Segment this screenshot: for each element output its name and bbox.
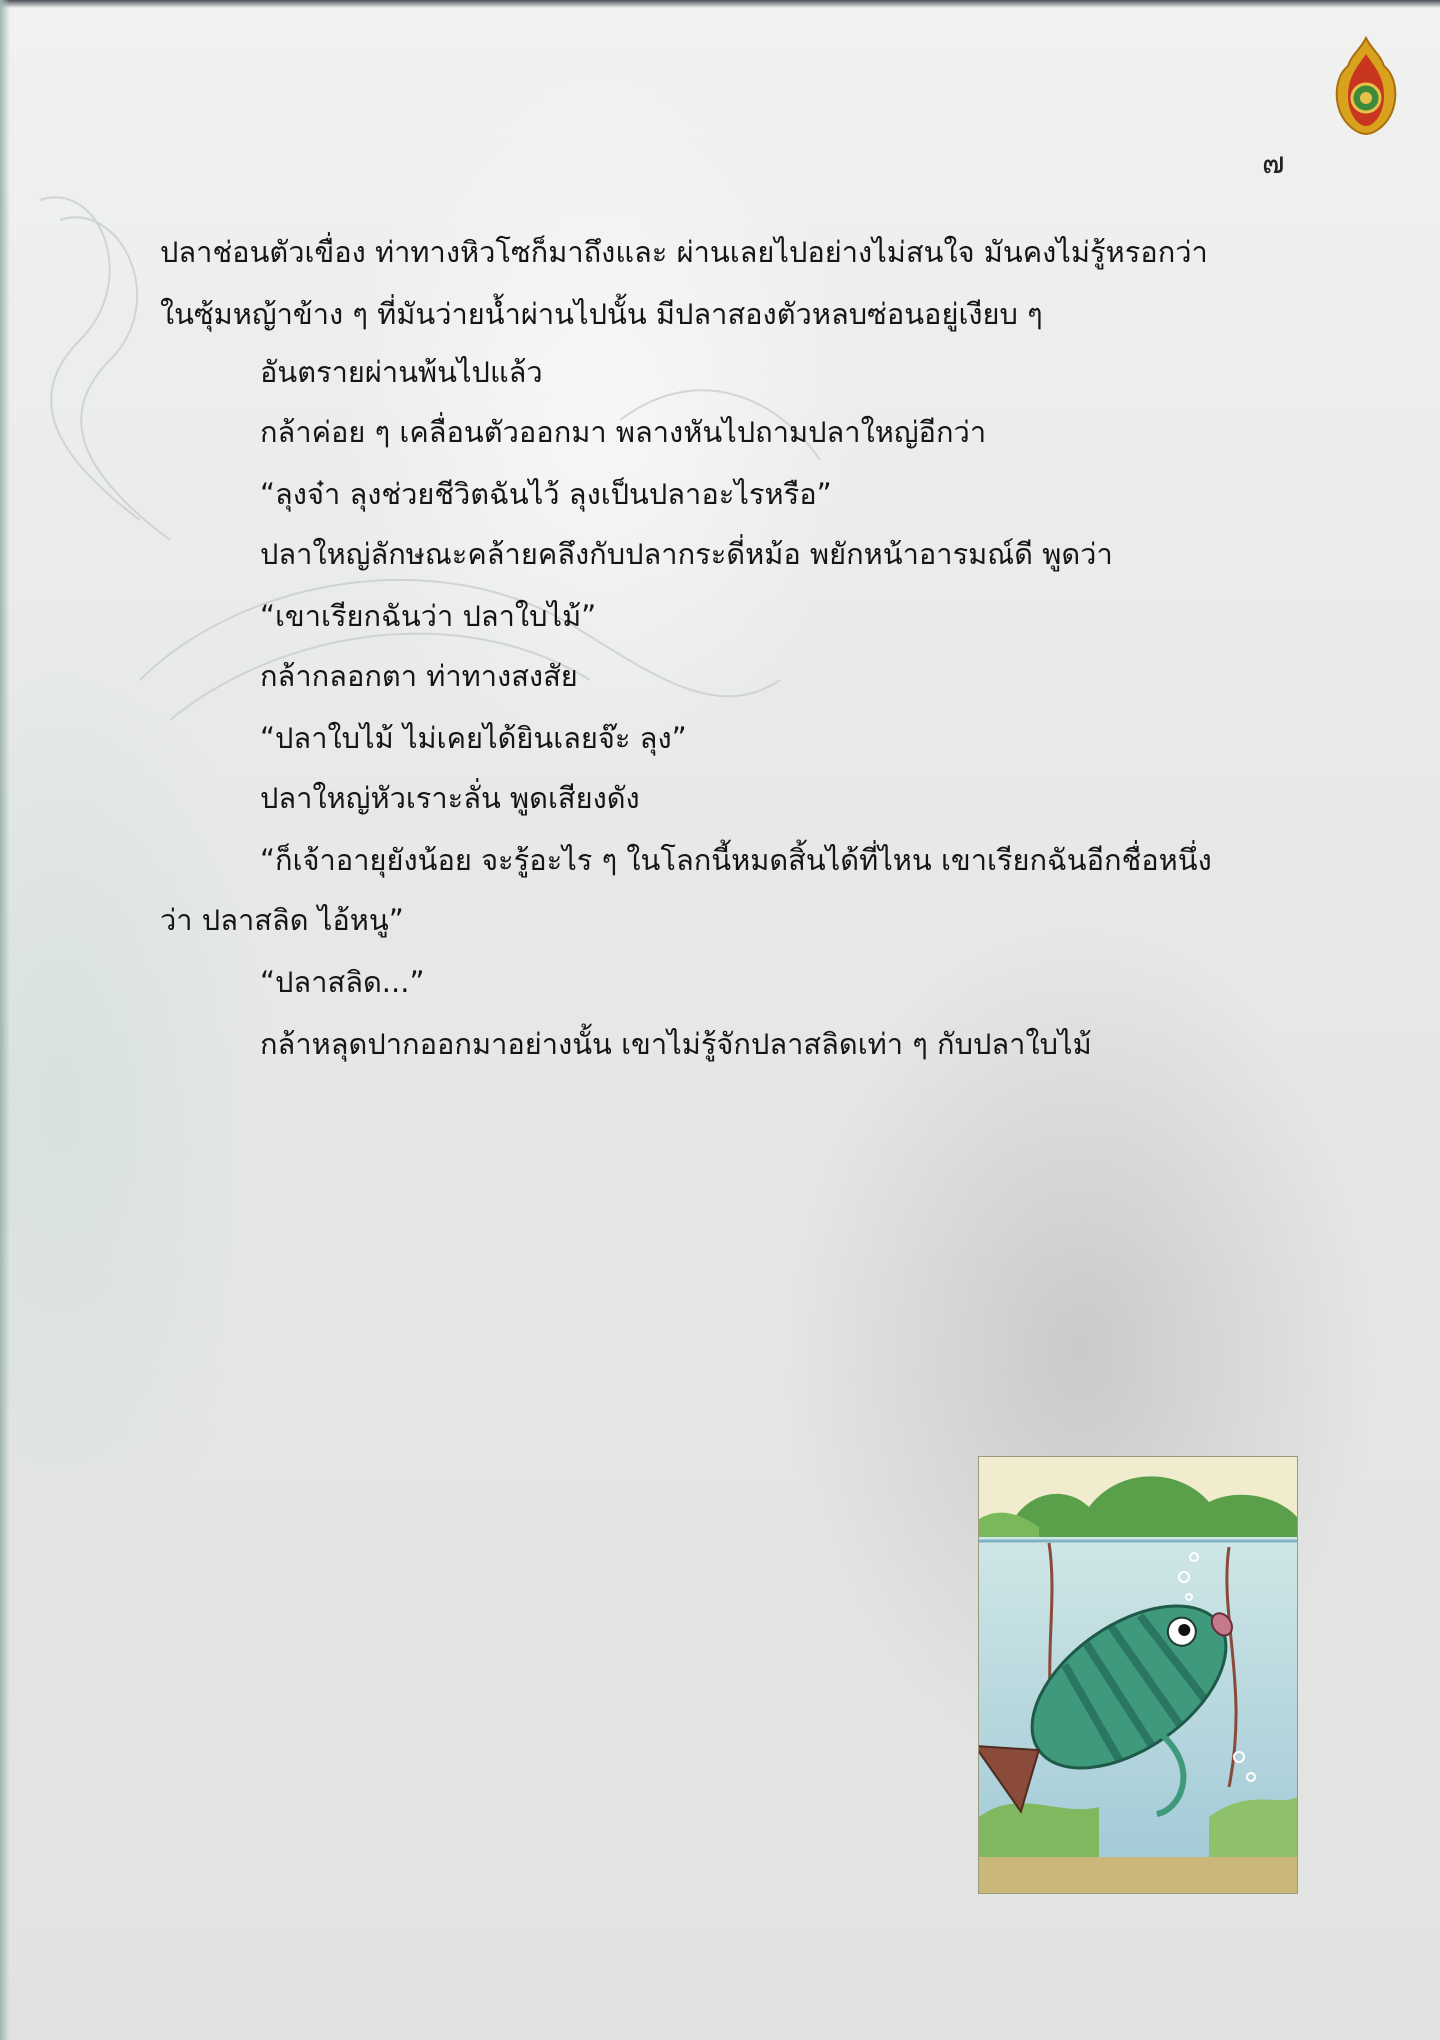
story-line: กล้าค่อย ๆ เคลื่อนตัวออกมา พลางหันไปถามปลาใหญ่อีกว่า <box>260 415 987 449</box>
story-line: ในซุ้มหญ้าข้าง ๆ ที่มันว่ายน้ำผ่านไปนั้น มีปลาสองตัวหลบซ่อนอยู่เงียบ ๆ <box>160 297 1043 331</box>
story-line: “ลุงจ๋า ลุงช่วยชีวิตฉันไว้ ลุงเป็นปลาอะไรหรือ” <box>260 477 832 511</box>
story-line: ปลาช่อนตัวเขื่อง ท่าทางหิวโซก็มาถึงและ ผ่านเลยไปอย่างไม่สนใจ มันคงไม่รู้หรอกว่า <box>160 235 1208 269</box>
story-line: “ปลาสลิด...” <box>260 965 425 999</box>
story-line: กล้ากลอกตา ท่าทางสงสัย <box>260 659 578 693</box>
story-line: “ก็เจ้าอายุยังน้อย จะรู้อะไร ๆ ในโลกนี้หมดสิ้นได้ที่ไหน เขาเรียกฉันอีกชื่อหนึ่ง <box>260 843 1212 877</box>
fish-illustration <box>978 1456 1298 1894</box>
story-line: ปลาใหญ่ลักษณะคล้ายคลึงกับปลากระดี่หม้อ พยักหน้าอารมณ์ดี พูดว่า <box>260 537 1113 571</box>
story-line: ว่า ปลาสลิด ไอ้หนู” <box>160 903 404 937</box>
story-line: กล้าหลุดปากออกมาอย่างนั้น เขาไม่รู้จักปลาสลิดเท่า ๆ กับปลาใบไม้ <box>260 1027 1092 1061</box>
story-line: ปลาใหญ่หัวเราะลั่น พูดเสียงดัง <box>260 781 640 815</box>
story-line: “เขาเรียกฉันว่า ปลาใบไม้” <box>260 599 597 633</box>
story-line: อันตรายผ่านพ้นไปแล้ว <box>260 355 543 389</box>
page-number: ๗ <box>1262 146 1285 181</box>
story-line: “ปลาใบไม้ ไม่เคยได้ยินเลยจ๊ะ ลุง” <box>260 721 687 755</box>
